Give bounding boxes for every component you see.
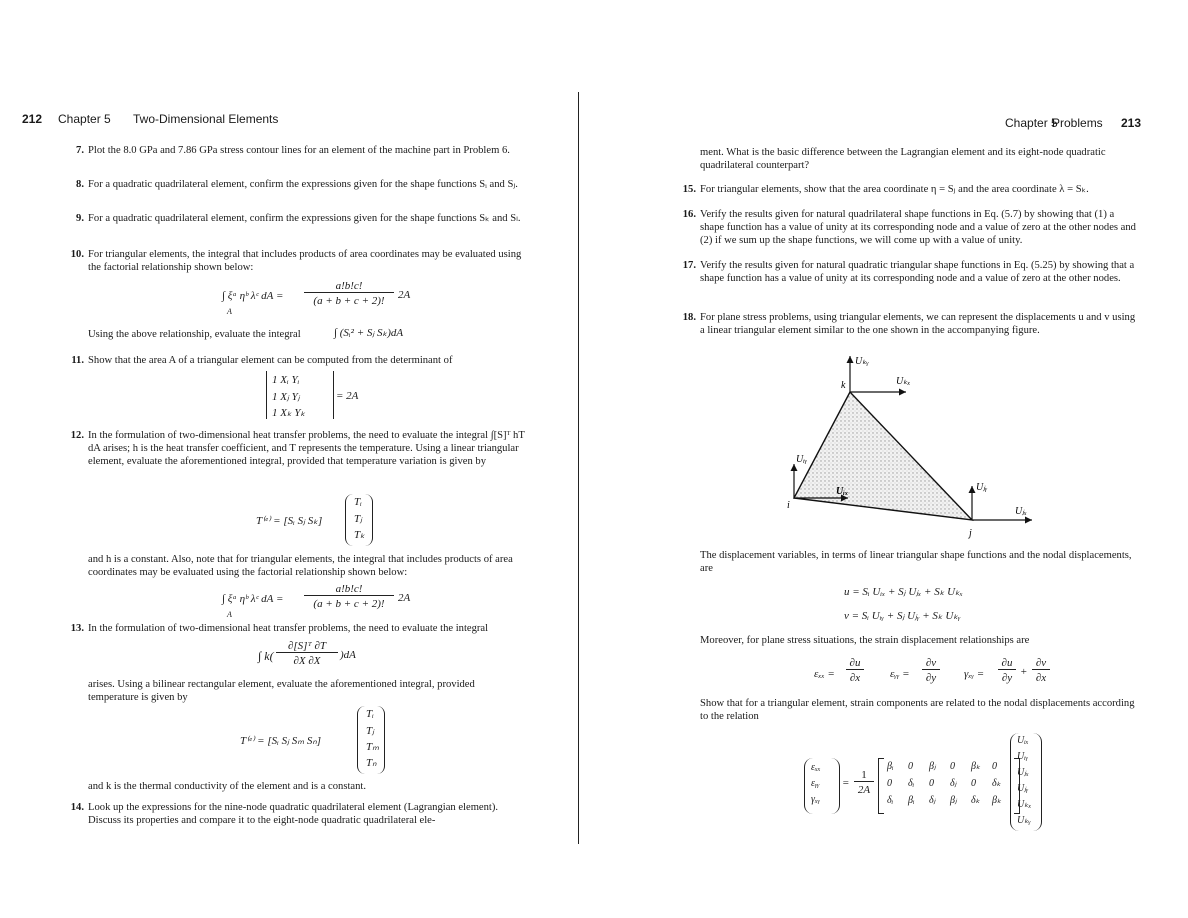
coef-numerator: 1 (854, 769, 874, 782)
equals-sign: = (842, 777, 850, 789)
label-ujy: Uⱼᵧ (976, 482, 988, 493)
matrix-cell: 0 (929, 778, 934, 789)
strain-gxy-den1: ∂y (1001, 672, 1013, 684)
problem-text: Plot the 8.0 GPa and 7.86 GPa stress contour lines for an element of the machine part in Problem 6. (88, 145, 510, 156)
matrix-cell: δₖ (971, 795, 980, 806)
strain-eyy-lhs: εᵧᵧ = (890, 668, 910, 680)
label-ujx: Uⱼₓ (1015, 506, 1027, 517)
determinant-row: 1 Xⱼ Yⱼ (272, 391, 300, 403)
strain-exx-num: ∂u (846, 657, 864, 670)
matrix-cell: 0 (971, 778, 976, 789)
heat-integral-denominator: ∂X ∂X (293, 655, 321, 667)
problem-number: 16. (682, 209, 696, 220)
matrix-cell: βₖ (992, 795, 1002, 806)
problem-number: 18. (682, 312, 696, 323)
strain-gxy-den2: ∂x (1035, 672, 1047, 684)
factorial-eq-rhs: 2A (398, 289, 411, 301)
label-uky: Uₖᵧ (855, 356, 869, 367)
problem-10-text2: Using the above relationship, evaluate the integral (88, 329, 301, 340)
strain-plus: + (1020, 666, 1028, 678)
matrix-row-1 (887, 761, 1013, 772)
matrix-cell: 0 (992, 761, 997, 772)
problem-number: 14. (70, 802, 84, 813)
factorial-eq-lhs: ∫ ξᵃ ηᵇ λᶜ dA = (222, 290, 284, 302)
determinant-rhs: = 2A (336, 390, 359, 402)
vector-entry: Tᵢ (366, 708, 374, 720)
temperature-eq-lhs: T⁽ᵉ⁾ = [Sᵢ Sⱼ Sₘ Sₙ] (240, 735, 322, 747)
integral-domain: A (227, 610, 232, 619)
vector-entry: γₓᵧ (811, 794, 821, 805)
factorial-eq-denominator: (a + b + c + 2)! (313, 598, 385, 610)
coef-denominator: 2A (857, 784, 871, 796)
matrix-cell: 0 (887, 778, 892, 789)
equation-v: v = Sᵢ Uᵢᵧ + Sⱼ Uⱼᵧ + Sₖ Uₖᵧ (844, 610, 961, 622)
matrix-cell: δᵢ (887, 795, 894, 806)
problem-number: 13. (70, 623, 84, 634)
heat-integral-lhs: ∫ k( (258, 649, 274, 663)
vector-entry: Tₘ (366, 741, 379, 753)
displacement-text: The displacement variables, in terms of linear triangular shape functions and the nodal displacements, are (700, 550, 1132, 574)
strain-text: Moreover, for plane stress situations, the strain displacement relationships are (700, 635, 1030, 646)
heat-integral-numerator: ∂[S]ᵀ ∂T (276, 640, 338, 653)
problem-14-continued: ment. What is the basic difference between the Lagrangian element and its eight-node quadratic quadrilateral counterpart? (700, 147, 1106, 171)
page-number-left: 212 (22, 112, 43, 126)
matrix-cell: δₖ (992, 778, 1001, 789)
vector-entry: Tⱼ (366, 725, 375, 737)
triangle-element-figure (592, 0, 1188, 560)
problem-text: For a quadratic quadrilateral element, confirm the expressions given for the shape functions Sᵢ and Sⱼ. (88, 179, 518, 190)
matrix-row-2 (887, 778, 1013, 789)
problem-9 (76, 212, 528, 225)
vector-entry: Tᵢ (354, 496, 362, 508)
problem-number: 12. (70, 430, 84, 441)
problem-14 (70, 801, 528, 827)
problem-10-integral: ∫ (Sᵢ² + Sⱼ Sₖ)dA (334, 327, 404, 339)
strain-exx-den: ∂x (849, 672, 861, 684)
matrix-cell: βⱼ (950, 795, 957, 806)
problem-text: For a quadratic quadrilateral element, confirm the expressions given for the shape functions Sₖ and Sₗ. (88, 213, 521, 224)
strain-exx-lhs: εₓₓ = (814, 668, 835, 680)
vector-entry: Tⱼ (354, 513, 363, 525)
problem-number: 11. (71, 355, 84, 366)
factorial-eq-denominator: (a + b + c + 2)! (313, 295, 385, 307)
chapter-title-left: Two-Dimensional Elements (133, 112, 279, 126)
page-number-right: 213 (1121, 116, 1142, 130)
problem-10 (70, 248, 528, 274)
determinant-row: 1 Xᵢ Yᵢ (272, 374, 300, 386)
problem-text: For triangular elements, the integral that includes products of area coordinates may be evaluated using the factorial relationship shown below: (88, 249, 522, 273)
problem-text: For triangular elements, show that the area coordinate η = Sⱼ and the area coordinate λ = Sₖ. (700, 184, 1089, 195)
determinant (266, 371, 334, 419)
matrix-cell: βᵢ (908, 795, 915, 806)
problem-number: 15. (682, 184, 696, 195)
strain-eyy-num: ∂v (922, 657, 940, 670)
vector-entry: Tₙ (366, 757, 377, 769)
equation-u: u = Sᵢ Uᵢₓ + Sⱼ Uⱼₓ + Sₖ Uₖₓ (844, 586, 963, 598)
strain-gxy-num1: ∂u (998, 657, 1016, 670)
vector-entry: Uₖᵧ (1017, 815, 1031, 826)
vector-entry: εₓₓ (811, 762, 821, 773)
factorial-eq-numerator: a!b!c! (304, 280, 394, 293)
label-uiy: Uᵢᵧ (796, 454, 808, 465)
problem-number: 17. (682, 260, 696, 271)
problem-12-text2: and h is a constant. Also, note that for triangular elements, the integral that includes products of area coordinates may be evaluated using the factorial relationship shown below: (88, 554, 513, 578)
temperature-vector (357, 706, 385, 774)
problem-11 (71, 354, 528, 367)
integral-domain: A (227, 307, 232, 316)
matrix-cell: δᵢ (908, 778, 915, 789)
strain-gxy-num2: ∂v (1032, 657, 1050, 670)
displacement-vector (1010, 733, 1042, 831)
factorial-eq-numerator: a!b!c! (304, 583, 394, 596)
strain-vector (804, 758, 840, 814)
matrix-cell: βⱼ (929, 761, 936, 772)
left-page (0, 0, 588, 918)
matrix-row-3 (887, 795, 1013, 806)
matrix-cell: δⱼ (950, 778, 957, 789)
strain-gxy-lhs: γₓᵧ = (964, 668, 985, 680)
matrix-cell: δⱼ (929, 795, 936, 806)
problem-number: 7. (76, 145, 84, 156)
right-page (592, 0, 1188, 918)
vector-entry: Uⱼₓ (1017, 767, 1029, 778)
vector-entry: Uᵢᵧ (1017, 751, 1029, 762)
problem-number: 9. (76, 213, 84, 224)
problem-13-text3: and k is the thermal conductivity of the element and is a constant. (88, 781, 367, 792)
problem-text: In the formulation of two-dimensional heat transfer problems, the need to evaluate the integral ∫[S]ᵀ hT dA arises; h is the heat transfer coefficient, and T represents the temperature. Using a linear triangular element, evaluate the aforementioned integral, provided that temperature variation is given by (88, 430, 525, 467)
factorial-eq-rhs: 2A (398, 592, 411, 604)
label-node-k: k (841, 380, 846, 391)
problem-text: Look up the expressions for the nine-node quadratic quadrilateral element (Lagrangian element). Discuss its properties and compare it to the eight-node quadratic quadrilateral ele- (88, 802, 499, 826)
heat-integral-rhs: )dA (340, 649, 356, 661)
label-ukx: Uₖₓ (896, 376, 911, 387)
show-text: Show that for a triangular element, strain components are related to the nodal displacements according to the relation (700, 698, 1135, 722)
problem-12 (70, 429, 528, 468)
problem-text: Verify the results given for natural quadratic triangular shape functions in Eq. (5.25) by showing that a shape function has a value of unity at its corresponding node and a value of zero at the other nodes. (700, 260, 1135, 284)
matrix-cell: βᵢ (887, 761, 894, 772)
problem-text: Show that the area A of a triangular element can be computed from the determinant of (88, 355, 453, 366)
chapter-label-right: Chapter 5 (1005, 116, 1058, 130)
vector-entry: Tₖ (354, 529, 365, 541)
vector-entry: Uᵢₓ (1017, 735, 1029, 746)
problem-13-text2: arises. Using a bilinear rectangular element, evaluate the aforementioned integral, provided temperature is given by (88, 679, 475, 703)
determinant-row: 1 Xₖ Yₖ (272, 407, 306, 419)
matrix-cell: 0 (950, 761, 955, 772)
problem-7 (76, 144, 528, 157)
label-uix: Uᵢₓ (836, 486, 849, 497)
vector-entry: Uₖₓ (1017, 799, 1032, 810)
strain-eyy-den: ∂y (925, 672, 937, 684)
label-node-j: j (969, 528, 972, 539)
problem-8 (76, 178, 528, 191)
matrix-cell: 0 (908, 761, 913, 772)
b-matrix (878, 758, 1020, 814)
temperature-eq-lhs: T⁽ᵉ⁾ = [Sᵢ Sⱼ Sₖ] (256, 515, 323, 527)
problem-text: For plane stress problems, using triangular elements, we can represent the displacements u and v using a linear triangular element similar to the one shown in the accompanying figure. (700, 312, 1136, 336)
label-node-i: i (787, 500, 790, 511)
problem-text: In the formulation of two-dimensional heat transfer problems, the need to evaluate the integral (88, 623, 489, 634)
triangle-element (794, 392, 972, 520)
chapter-title-right: Problems (1052, 116, 1103, 130)
vector-entry: Uⱼᵧ (1017, 783, 1029, 794)
problem-13 (70, 622, 528, 635)
temperature-vector (345, 494, 373, 546)
problem-text: Verify the results given for natural quadrilateral shape functions in Eq. (5.7) by showing that (1) a shape function has a value of unity at its corresponding node and a value of zero at the other nodes and (2) if we sum up the shape functions, we will come up with a value of unity. (700, 209, 1136, 246)
factorial-eq-lhs: ∫ ξᵃ ηᵇ λᶜ dA = (222, 593, 284, 605)
chapter-label-left: Chapter 5 (58, 112, 111, 126)
problem-number: 10. (70, 249, 84, 260)
vector-entry: εᵧᵧ (811, 778, 820, 789)
problem-number: 8. (76, 179, 84, 190)
matrix-cell: βₖ (971, 761, 981, 772)
